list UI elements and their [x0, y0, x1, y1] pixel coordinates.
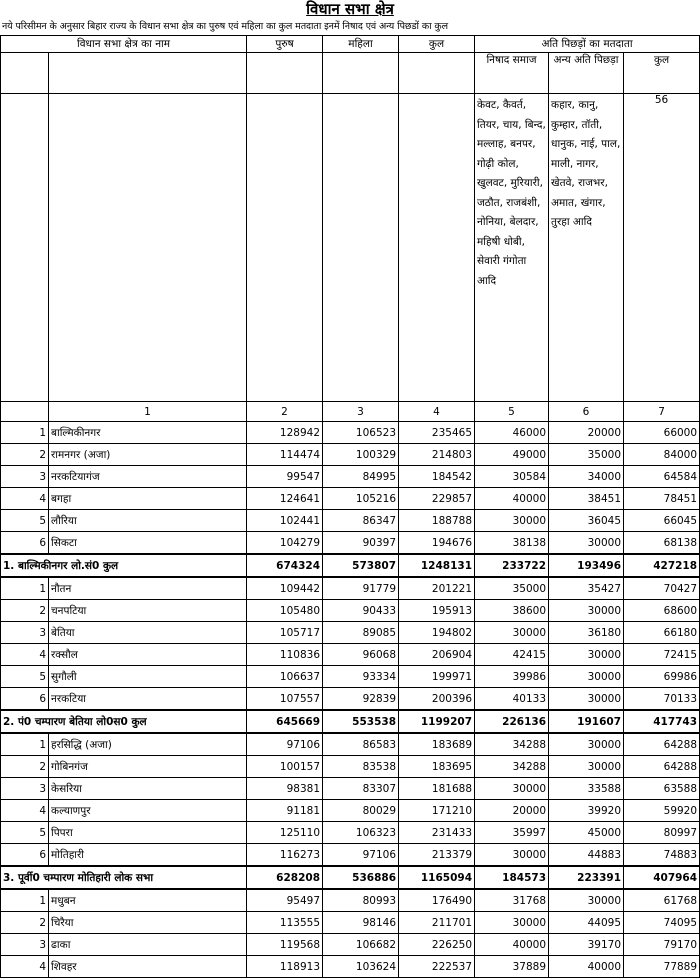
- female-cell: 93334: [323, 666, 399, 688]
- table-row: [1, 912, 700, 934]
- backward-total-cell: 77889: [624, 956, 700, 978]
- page-subtitle: नये परिसीमन के अनुसार बिहार राज्य के विधान सभा क्षेत्र का पुरुष एवं महिला का कुल मतदाता इनमें निषाद एवं अन्य पिछडों का कुल: [2, 21, 448, 32]
- serial-cell: 1: [1, 422, 49, 444]
- serial-cell: 3: [1, 934, 49, 956]
- total-cell: 188788: [399, 510, 475, 532]
- column-number: 6: [549, 402, 624, 422]
- other-backward-cell: 223391: [549, 866, 624, 889]
- column-number: 3: [323, 402, 399, 422]
- constituency-name-cell: गोबिनगंज: [49, 756, 247, 778]
- nishad-cell: 39986: [475, 666, 549, 688]
- female-cell: 84995: [323, 466, 399, 488]
- total-label-cell: 1. बाल्मिकीनगर लो.सं0 कुल: [1, 554, 247, 577]
- female-cell: 86583: [323, 733, 399, 756]
- table-total-row: [1, 710, 700, 733]
- constituency-name-cell: ढाका: [49, 934, 247, 956]
- female-cell: 106323: [323, 822, 399, 844]
- table-row: [1, 800, 700, 822]
- total-cell: 171210: [399, 800, 475, 822]
- total-cell: 1199207: [399, 710, 475, 733]
- constituency-name-cell: चिरैया: [49, 912, 247, 934]
- other-backward-cell: 30000: [549, 532, 624, 555]
- nishad-cell: 184573: [475, 866, 549, 889]
- constituency-name-cell: लौरिया: [49, 510, 247, 532]
- other-backward-cell: 30000: [549, 600, 624, 622]
- table-row: [1, 532, 700, 555]
- backward-total-cell: 66045: [624, 510, 700, 532]
- constituency-name-cell: रामनगर (अजा): [49, 444, 247, 466]
- male-cell: 110836: [247, 644, 323, 666]
- serial-cell: 5: [1, 666, 49, 688]
- backward-total-cell: 59920: [624, 800, 700, 822]
- nishad-cell: 30584: [475, 466, 549, 488]
- total-cell: 1165094: [399, 866, 475, 889]
- serial-cell: 4: [1, 644, 49, 666]
- total-cell: 194676: [399, 532, 475, 555]
- female-cell: 91779: [323, 577, 399, 600]
- backward-total-cell: 70427: [624, 577, 700, 600]
- constituency-name-cell: मोतिहारी: [49, 844, 247, 867]
- total-cell: 235465: [399, 422, 475, 444]
- other-backward-cell: 193496: [549, 554, 624, 577]
- total-cell: 1248131: [399, 554, 475, 577]
- other-backward-cell: 33588: [549, 778, 624, 800]
- header-female: महिला: [323, 36, 399, 53]
- serial-cell: 3: [1, 622, 49, 644]
- table-row: [1, 444, 700, 466]
- other-backward-cell: 30000: [549, 756, 624, 778]
- other-backward-cell: 39170: [549, 934, 624, 956]
- serial-cell: 3: [1, 778, 49, 800]
- male-cell: 104279: [247, 532, 323, 555]
- table-row: [1, 422, 700, 444]
- backward-total-cell: 74095: [624, 912, 700, 934]
- header-total: कुल: [399, 36, 475, 53]
- constituency-name-cell: रक्सौल: [49, 644, 247, 666]
- table-total-row: [1, 866, 700, 889]
- nishad-cell: 31768: [475, 889, 549, 912]
- backward-total-cell: 407964: [624, 866, 700, 889]
- female-cell: 98146: [323, 912, 399, 934]
- female-cell: 553538: [323, 710, 399, 733]
- backward-total-cell: 64288: [624, 733, 700, 756]
- serial-cell: 3: [1, 466, 49, 488]
- male-cell: 100157: [247, 756, 323, 778]
- nishad-cell: 46000: [475, 422, 549, 444]
- constituency-name-cell: बेतिया: [49, 622, 247, 644]
- table-row: [1, 844, 700, 867]
- nishad-cell: 42415: [475, 644, 549, 666]
- total-cell: 222537: [399, 956, 475, 978]
- table-row: [1, 666, 700, 688]
- table-row: [1, 934, 700, 956]
- nishad-cell: 38138: [475, 532, 549, 555]
- other-backward-cell: 38451: [549, 488, 624, 510]
- table-row: [1, 688, 700, 711]
- total-cell: 200396: [399, 688, 475, 711]
- other-backward-cell: 39920: [549, 800, 624, 822]
- backward-total-cell: 63588: [624, 778, 700, 800]
- constituency-name-cell: नौतन: [49, 577, 247, 600]
- male-cell: 105480: [247, 600, 323, 622]
- other-backward-cell: 36045: [549, 510, 624, 532]
- page-title: विधान सभा क्षेत्र: [306, 0, 394, 18]
- female-cell: 103624: [323, 956, 399, 978]
- total-cell: 211701: [399, 912, 475, 934]
- male-cell: 95497: [247, 889, 323, 912]
- serial-cell: 1: [1, 733, 49, 756]
- table-row: [1, 577, 700, 600]
- table-row: [1, 756, 700, 778]
- backward-total-cell: 66180: [624, 622, 700, 644]
- table-row: [1, 644, 700, 666]
- total-cell: 199971: [399, 666, 475, 688]
- total-cell: 226250: [399, 934, 475, 956]
- female-cell: 106682: [323, 934, 399, 956]
- other-backward-cell: 34000: [549, 466, 624, 488]
- serial-cell: 4: [1, 800, 49, 822]
- table-row: [1, 466, 700, 488]
- male-cell: 124641: [247, 488, 323, 510]
- serial-cell: 2: [1, 600, 49, 622]
- female-cell: 90397: [323, 532, 399, 555]
- nishad-cell: 30000: [475, 622, 549, 644]
- total-label-cell: 2. पं0 चम्पारण बेतिया लो0स0 कुल: [1, 710, 247, 733]
- other-backward-cell: 40000: [549, 956, 624, 978]
- other-backward-cell: 30000: [549, 889, 624, 912]
- table-row: [1, 778, 700, 800]
- total-cell: 183689: [399, 733, 475, 756]
- table-row: [1, 822, 700, 844]
- backward-total-cell: 84000: [624, 444, 700, 466]
- table-row: [1, 600, 700, 622]
- other-backward-cell: 30000: [549, 733, 624, 756]
- nishad-castes-list: केवट, कैवर्त, तियर, चाय, बिन्द, मल्लाह, बनपर, गोढ़ी कोल, खुलवट, मुरियारी, जठौत, राजबंशी, नोनिया, बेलदार, महिषी धोबी, सेवारी गंगोता आदि: [475, 94, 549, 402]
- other-backward-cell: 44883: [549, 844, 624, 867]
- constituency-name-cell: हरसिद्धि (अजा): [49, 733, 247, 756]
- total-cell: 181688: [399, 778, 475, 800]
- serial-cell: 6: [1, 844, 49, 867]
- serial-cell: 4: [1, 488, 49, 510]
- male-cell: 105717: [247, 622, 323, 644]
- constituency-name-cell: चनपटिया: [49, 600, 247, 622]
- female-cell: 86347: [323, 510, 399, 532]
- column-number-row: [1, 402, 700, 422]
- backward-total-cell: 68600: [624, 600, 700, 622]
- total-cell: 201221: [399, 577, 475, 600]
- nishad-cell: 40000: [475, 934, 549, 956]
- serial-cell: 2: [1, 444, 49, 466]
- female-cell: 80993: [323, 889, 399, 912]
- table-row: [1, 733, 700, 756]
- backward-total-cell: 69986: [624, 666, 700, 688]
- total-cell: 231433: [399, 822, 475, 844]
- other-backward-cell: 36180: [549, 622, 624, 644]
- nishad-cell: 40133: [475, 688, 549, 711]
- female-cell: 100329: [323, 444, 399, 466]
- total-cell: 194802: [399, 622, 475, 644]
- male-cell: 109442: [247, 577, 323, 600]
- male-cell: 128942: [247, 422, 323, 444]
- column-number: 7: [624, 402, 700, 422]
- nishad-cell: 30000: [475, 778, 549, 800]
- column-number: 4: [399, 402, 475, 422]
- other-backward-cell: 44095: [549, 912, 624, 934]
- nishad-cell: 30000: [475, 844, 549, 867]
- other-backward-cell: 30000: [549, 688, 624, 711]
- female-cell: 92839: [323, 688, 399, 711]
- table-row: [1, 889, 700, 912]
- nishad-cell: 37889: [475, 956, 549, 978]
- total-label-cell: 3. पूर्वी0 चम्पारण मोतिहारी लोक सभा: [1, 866, 247, 889]
- female-cell: 96068: [323, 644, 399, 666]
- female-cell: 105216: [323, 488, 399, 510]
- other-backward-cell: 45000: [549, 822, 624, 844]
- backward-total-cell: 74883: [624, 844, 700, 867]
- male-cell: 645669: [247, 710, 323, 733]
- nishad-cell: 35000: [475, 577, 549, 600]
- table-row: [1, 622, 700, 644]
- female-cell: 573807: [323, 554, 399, 577]
- other-backward-cell: 30000: [549, 644, 624, 666]
- male-cell: 97106: [247, 733, 323, 756]
- serial-cell: 1: [1, 577, 49, 600]
- male-cell: 99547: [247, 466, 323, 488]
- total-cell: 206904: [399, 644, 475, 666]
- header-backward-total: कुल: [624, 53, 700, 94]
- male-cell: 113555: [247, 912, 323, 934]
- constituency-name-cell: शिवहर: [49, 956, 247, 978]
- total-cell: 195913: [399, 600, 475, 622]
- female-cell: 83307: [323, 778, 399, 800]
- female-cell: 89085: [323, 622, 399, 644]
- header-name: विधान सभा क्षेत्र का नाम: [1, 36, 247, 53]
- other-backward-cell: 35000: [549, 444, 624, 466]
- serial-cell: 6: [1, 532, 49, 555]
- backward-total-cell: 64288: [624, 756, 700, 778]
- constituency-name-cell: केसरिया: [49, 778, 247, 800]
- serial-cell: 1: [1, 889, 49, 912]
- backward-total-cell: 61768: [624, 889, 700, 912]
- serial-cell: 2: [1, 912, 49, 934]
- nishad-cell: 38600: [475, 600, 549, 622]
- total-cell: 213379: [399, 844, 475, 867]
- male-cell: 107557: [247, 688, 323, 711]
- backward-total-cell: 80997: [624, 822, 700, 844]
- total-cell: 176490: [399, 889, 475, 912]
- constituency-name-cell: नरकटियागंज: [49, 466, 247, 488]
- nishad-cell: 34288: [475, 733, 549, 756]
- male-cell: 674324: [247, 554, 323, 577]
- male-cell: 102441: [247, 510, 323, 532]
- male-cell: 119568: [247, 934, 323, 956]
- male-cell: 98381: [247, 778, 323, 800]
- male-cell: 125110: [247, 822, 323, 844]
- backward-total-cell: 72415: [624, 644, 700, 666]
- total-cell: 229857: [399, 488, 475, 510]
- male-cell: 118913: [247, 956, 323, 978]
- other-castes-list: कहार, कानु, कुम्हार, तॉती, धानुक, नाई, पाल, माली, नागर, खेतवे, राजभर, अमात, खंगार, तुरहा आदि: [549, 94, 624, 402]
- voter-table: [0, 35, 700, 978]
- backward-total-cell: 66000: [624, 422, 700, 444]
- table-row: [1, 956, 700, 978]
- nishad-cell: 35997: [475, 822, 549, 844]
- table-row: [1, 488, 700, 510]
- header-male: पुरुष: [247, 36, 323, 53]
- serial-cell: 5: [1, 510, 49, 532]
- backward-total-cell: 68138: [624, 532, 700, 555]
- female-cell: 90433: [323, 600, 399, 622]
- male-cell: 114474: [247, 444, 323, 466]
- column-number: 1: [49, 402, 247, 422]
- column-number: 5: [475, 402, 549, 422]
- nishad-cell: 226136: [475, 710, 549, 733]
- header-other-backward: अन्य अति पिछड़ा: [549, 53, 624, 94]
- nishad-cell: 20000: [475, 800, 549, 822]
- female-cell: 106523: [323, 422, 399, 444]
- table-total-row: [1, 554, 700, 577]
- other-backward-cell: 191607: [549, 710, 624, 733]
- nishad-cell: 30000: [475, 510, 549, 532]
- constituency-name-cell: बाल्मिकीनगर: [49, 422, 247, 444]
- nishad-cell: 233722: [475, 554, 549, 577]
- column-number: 2: [247, 402, 323, 422]
- nishad-cell: 30000: [475, 912, 549, 934]
- table-row: [1, 510, 700, 532]
- constituency-name-cell: नरकटिया: [49, 688, 247, 711]
- nishad-cell: 40000: [475, 488, 549, 510]
- male-cell: 106637: [247, 666, 323, 688]
- female-cell: 83538: [323, 756, 399, 778]
- backward-total-cell: 79170: [624, 934, 700, 956]
- backward-total-cell: 70133: [624, 688, 700, 711]
- total-cell: 183695: [399, 756, 475, 778]
- constituency-name-cell: बगहा: [49, 488, 247, 510]
- other-backward-cell: 30000: [549, 666, 624, 688]
- total-cell: 184542: [399, 466, 475, 488]
- header-nishad: निषाद समाज: [475, 53, 549, 94]
- constituency-name-cell: सुगौली: [49, 666, 247, 688]
- constituency-name-cell: सिकटा: [49, 532, 247, 555]
- nishad-cell: 34288: [475, 756, 549, 778]
- male-cell: 116273: [247, 844, 323, 867]
- serial-cell: 2: [1, 756, 49, 778]
- backward-total-cell: 427218: [624, 554, 700, 577]
- constituency-name-cell: पिपरा: [49, 822, 247, 844]
- nishad-cell: 49000: [475, 444, 549, 466]
- serial-cell: 5: [1, 822, 49, 844]
- serial-cell: 4: [1, 956, 49, 978]
- other-backward-cell: 20000: [549, 422, 624, 444]
- caste-count: 56: [624, 94, 700, 402]
- serial-cell: 6: [1, 688, 49, 711]
- female-cell: 536886: [323, 866, 399, 889]
- header-backward-group: अति पिछड़ों का मतदाता: [475, 36, 700, 53]
- male-cell: 91181: [247, 800, 323, 822]
- female-cell: 80029: [323, 800, 399, 822]
- male-cell: 628208: [247, 866, 323, 889]
- other-backward-cell: 35427: [549, 577, 624, 600]
- total-cell: 214803: [399, 444, 475, 466]
- constituency-name-cell: कल्याणपुर: [49, 800, 247, 822]
- backward-total-cell: 417743: [624, 710, 700, 733]
- female-cell: 97106: [323, 844, 399, 867]
- backward-total-cell: 78451: [624, 488, 700, 510]
- backward-total-cell: 64584: [624, 466, 700, 488]
- constituency-name-cell: मधुबन: [49, 889, 247, 912]
